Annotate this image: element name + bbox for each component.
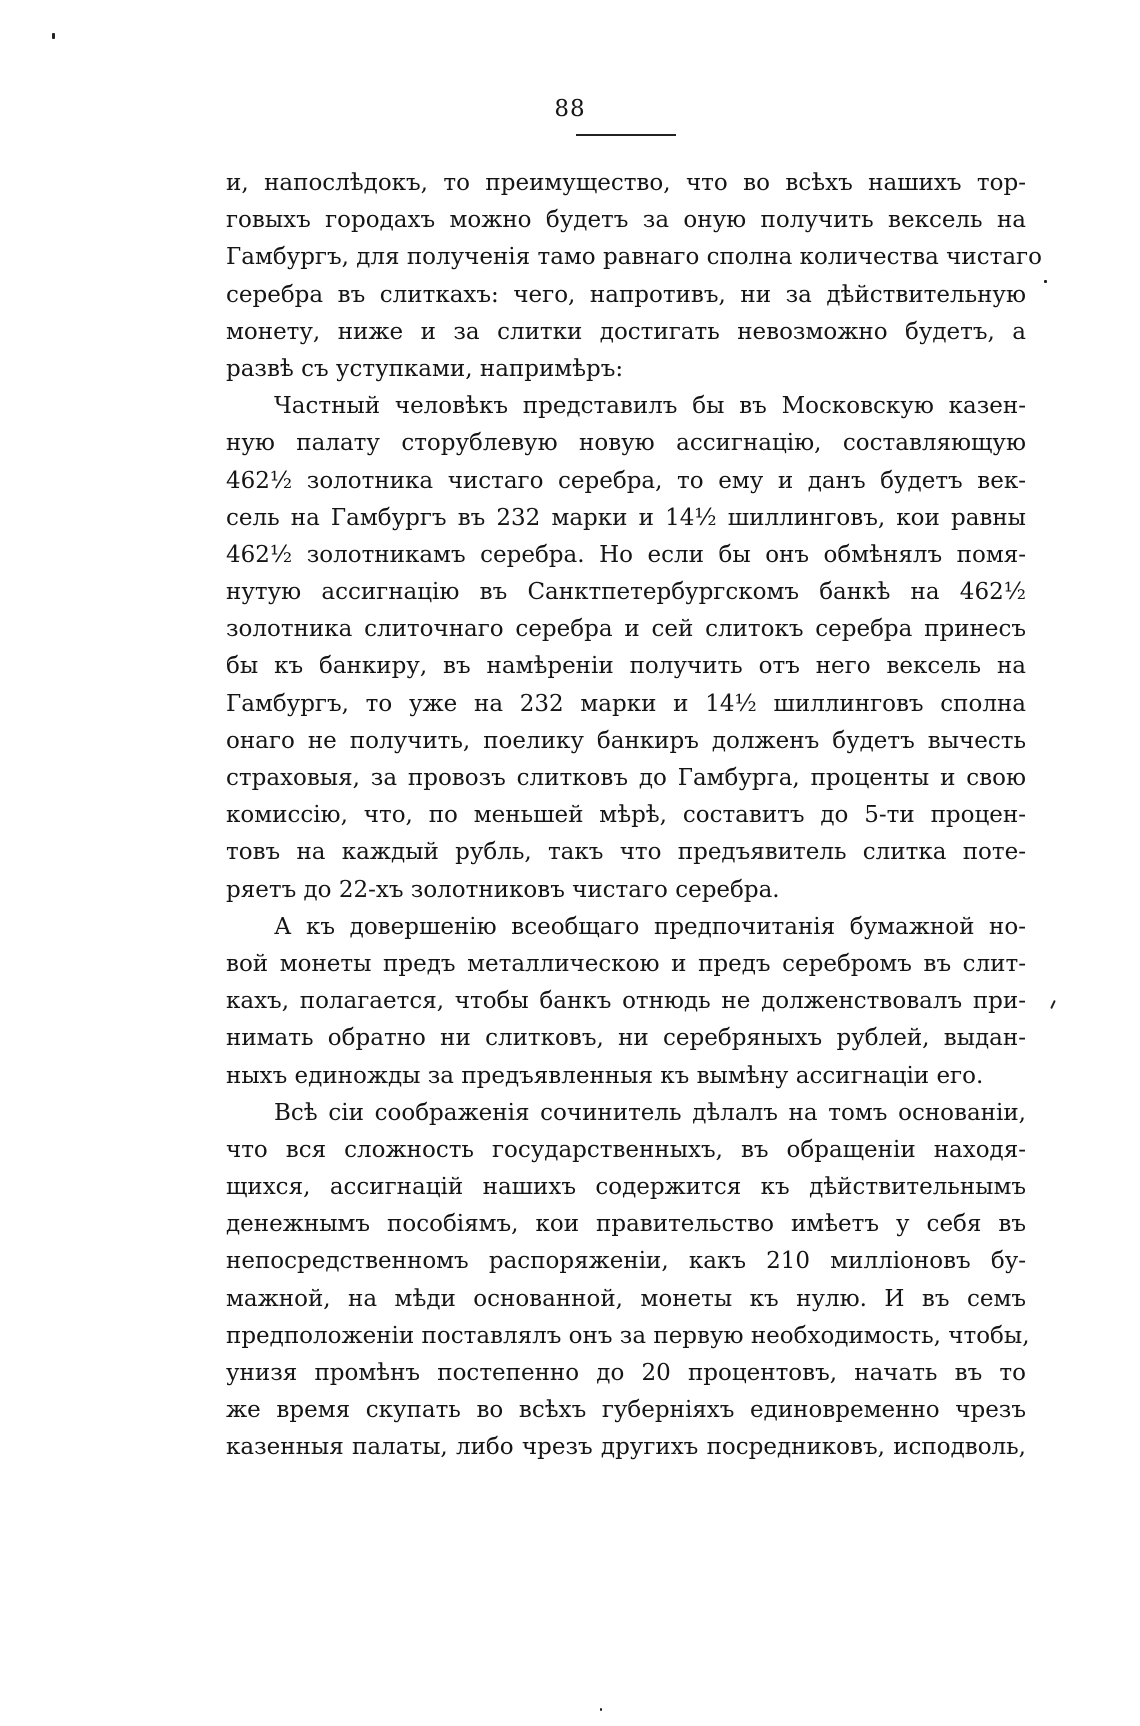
text-line: Гамбургъ, то уже на 232 марки и 14½ шиллинговъ сполна (226, 690, 1026, 717)
page-number: 88 (554, 96, 586, 122)
scan-speck (1044, 280, 1047, 283)
text-line: унизя промѣнъ постепенно до 20 процентовъ, начать въ то (226, 1360, 1026, 1386)
text-line: золотника слиточнаго серебра и сей слитокъ серебра принесъ (226, 616, 1026, 643)
text-line: сель на Гамбургъ въ 232 марки и 14½ шиллинговъ, кои равны (226, 504, 1026, 531)
text-line: ряетъ до 22-хъ золотниковъ чистаго серебра. (226, 876, 780, 903)
text-line: комиссію, что, по меньшей мѣрѣ, составитъ до 5-ти процен- (226, 802, 1026, 829)
text-line: говыхъ городахъ можно будетъ за оную получить вексель на (226, 207, 1026, 234)
text-line: же время скупать во всѣхъ губерніяхъ единовременно чрезъ (226, 1397, 1026, 1424)
text-line: казенныя палаты, либо чрезъ другихъ посредниковъ, исподволь, (226, 1434, 1026, 1461)
text-line: ныхъ единожды за предъявленныя къ вымѣну ассигнаціи его. (226, 1062, 984, 1089)
text-line: непосредственномъ распоряженіи, какъ 210 милліоновъ бу- (226, 1248, 1026, 1275)
text-line: страховыя, за провозъ слитковъ до Гамбурга, проценты и свою (226, 765, 1026, 791)
text-line: 462½ золотникамъ серебра. Но если бы онъ обмѣнялъ помя- (226, 541, 1026, 568)
text-line: кахъ, полагается, чтобы банкъ отнюдь не долженствовалъ при- (226, 988, 1026, 1015)
text-line: монету, ниже и за слитки достигать невозможно будетъ, а (226, 318, 1026, 345)
scan-speck (600, 1708, 602, 1711)
text-line: онаго не получить, поелику банкиръ долженъ будетъ вычесть (226, 727, 1026, 754)
text-line: Гамбургъ, для полученія тамо равнаго сполна количества чистаго (226, 244, 1042, 271)
text-line: денежнымъ пособіямъ, кои правительство имѣетъ у себя въ (226, 1211, 1026, 1238)
header-rule (576, 134, 676, 136)
text-line: мажной, на мѣди основанной, монеты къ нулю. И въ семъ (226, 1285, 1026, 1312)
text-line: бы къ банкиру, въ намѣреніи получить отъ него вексель на (226, 653, 1026, 680)
scan-speck (52, 33, 55, 39)
text-line: развѣ съ уступками, напримѣръ: (226, 355, 624, 382)
text-line: и, напослѣдокъ, то преимущество, что во всѣхъ нашихъ тор- (226, 170, 1026, 196)
scan-speck (1050, 1000, 1056, 1009)
text-line: нутую ассигнацію въ Санктпетербургскомъ банкѣ на 462½ (226, 579, 1026, 606)
text-line: что вся сложность государственныхъ, въ обращеніи находя- (226, 1136, 1026, 1163)
body-text (226, 165, 1042, 1467)
text-line: предположеніи поставлялъ онъ за первую необходимость, чтобы, (226, 1322, 1030, 1349)
text-line: Частный человѣкъ представилъ бы въ Московскую казен- (274, 393, 1026, 420)
text-line: товъ на каждый рубль, такъ что предъявитель слитка поте- (226, 839, 1026, 866)
text-line: вой монеты предъ металлическою и предъ серебромъ въ слит- (226, 950, 1026, 977)
text-line: нимать обратно ни слитковъ, ни серебряныхъ рублей, выдан- (226, 1025, 1026, 1052)
text-line: 462½ золотника чистаго серебра, то ему и данъ будетъ век- (226, 467, 1026, 494)
text-line: ную палату сторублевую новую ассигнацію, составляющую (226, 430, 1026, 457)
text-line: серебра въ слиткахъ: чего, напротивъ, ни за дѣйствительную (226, 281, 1026, 308)
text-line: щихся, ассигнацій нашихъ содержится къ дѣйствительнымъ (226, 1174, 1026, 1201)
text-line: А къ довершенію всеобщаго предпочитанія бумажной но- (274, 913, 1026, 940)
text-line: Всѣ сіи соображенія сочинитель дѣлалъ на томъ основаніи, (274, 1099, 1026, 1126)
